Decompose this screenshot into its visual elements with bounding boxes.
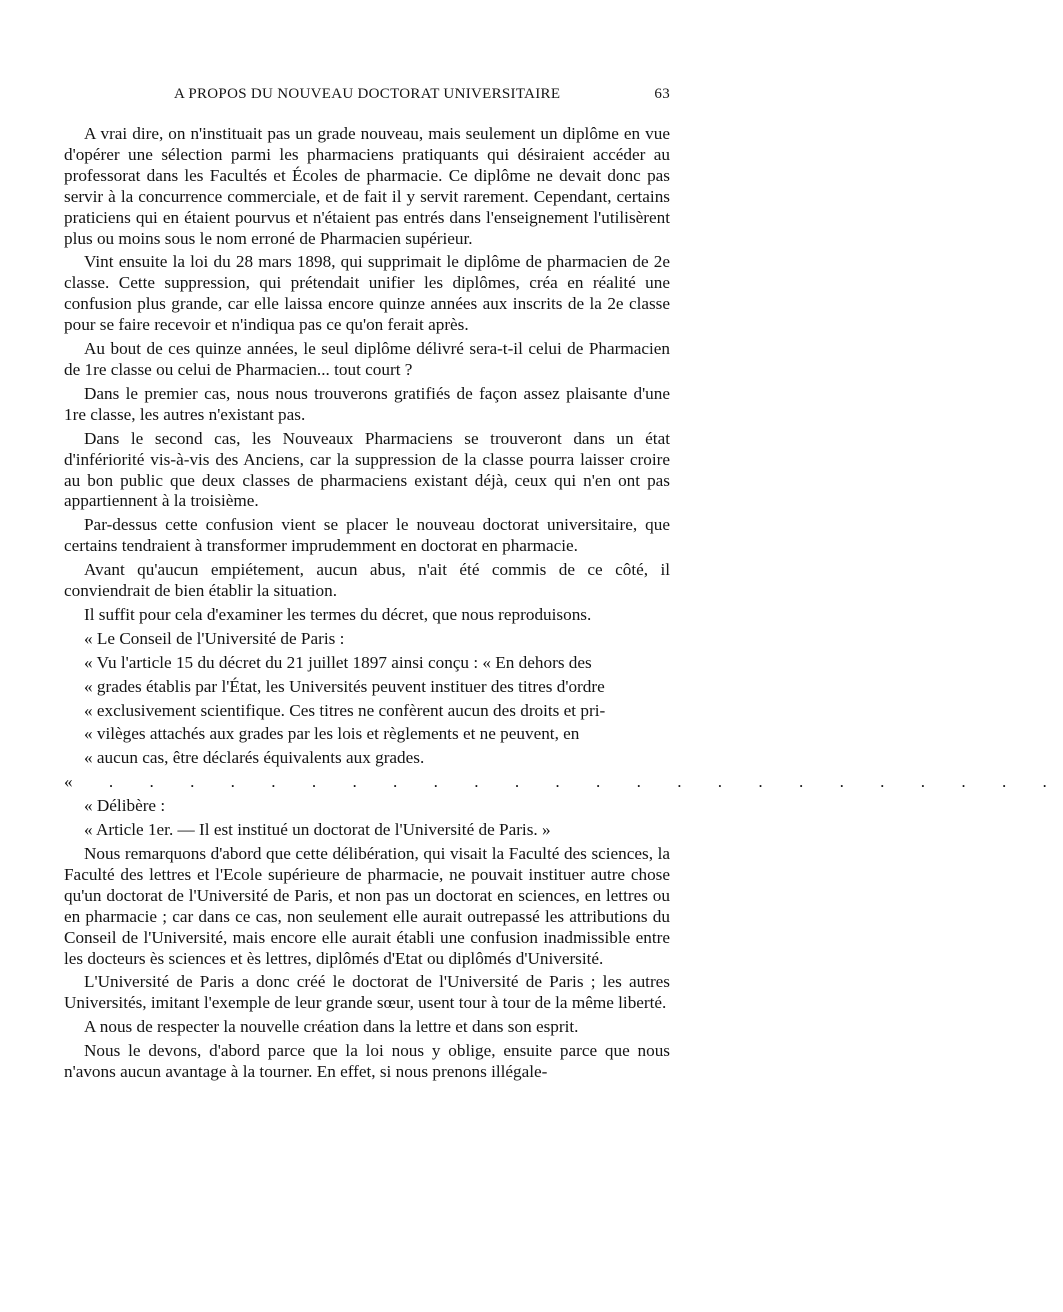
running-title: A PROPOS DU NOUVEAU DOCTORAT UNIVERSITAIRE <box>174 86 561 102</box>
paragraph: A nous de respecter la nouvelle création dans la lettre et dans son esprit. <box>84 1017 579 1037</box>
decree-quote-line: « vilèges attachés aux grades par les lois et règlements et ne peuvent, en <box>84 724 580 744</box>
paragraph: Vint ensuite la loi du 28 mars 1898, qui supprimait le diplôme de pharmacien de 2e classe. Cette suppression, qui prétendait unifier les diplômes, créa en réalité une confusion plus grande, car elle laissa encore quinze années aux inscrits de la 2e classe pour se faire recevoir et n'indiqua pas ce qu'on ferait après. <box>64 252 670 335</box>
decree-quote-line: « aucun cas, être déclarés équivalents aux grades. <box>84 748 425 768</box>
page-body <box>64 124 1063 1083</box>
paragraph: Nous remarquons d'abord que cette délibération, qui visait la Faculté des sciences, la Faculté des lettres et l'Ecole supérieure de pharmacie, ne pouvait instituer autre chose qu'un doctorat de l'Université de Paris, et non pas un doctorat en sciences, en lettres ou en pharmacie ; car dans ce cas, non seulement elle aurait outrepassé les attributions du Conseil de l'Université, mais encore elle aurait établi une confusion inadmissible entre les docteurs ès sciences et ès lettres, diplômés d'Etat ou diplômés d'Université. <box>64 844 670 968</box>
paragraph: L'Université de Paris a donc créé le doctorat de l'Université de Paris ; les autres Universités, imitant l'exemple de leur grande sœur, usent tour à tour de la même liberté. <box>64 972 670 1013</box>
decree-quote-line: « exclusivement scientifique. Ces titres ne confèrent aucun des droits et pri- <box>84 700 606 720</box>
paragraph: Dans le premier cas, nous nous trouverons gratifiés de façon assez plaisante d'une 1re classe, les autres n'existant pas. <box>64 383 670 424</box>
page-number: 63 <box>654 86 670 102</box>
paragraph: Au bout de ces quinze années, le seul diplôme délivré sera-t-il celui de Pharmacien de 1re classe ou celui de Pharmacien... tout court ? <box>64 339 670 379</box>
paragraph: A vrai dire, on n'instituait pas un grade nouveau, mais seulement un diplôme en vue d'opérer une sélection parmi les pharmaciens pratiquants qui désiraient accéder au professorat dans les Facultés et Écoles de pharmacie. Ce diplôme ne devait donc pas servir à la concurrence commerciale, et de fait il y servit rarement. Cependant, certains praticiens qui en étaient pourvus et n'étaient pas entrés dans l'enseignement l'utilisèrent plus ou moins sous le nom erroné de Pharmacien supérieur. <box>64 124 670 248</box>
paragraph: Avant qu'aucun empiétement, aucun abus, n'ait été commis de ce côté, il conviendrait de bien établir la situation. <box>64 560 670 601</box>
decree-deliberation: « Délibère : <box>84 796 166 816</box>
paragraph: Dans le second cas, les Nouveaux Pharmaciens se trouveront dans un état d'infériorité vis-à-vis des Anciens, car la suppression de la classe pourra laisser croire au bon public que deux classes de pharmaciens existant déjà, ceux qui n'en ont pas appartiennent à la troisième. <box>64 428 670 511</box>
running-header <box>64 86 670 108</box>
decree-intro: « Le Conseil de l'Université de Paris : <box>84 628 345 648</box>
decree-article: « Article 1er. — Il est institué un doctorat de l'Université de Paris. » <box>84 820 551 840</box>
paragraph: Nous le devons, d'abord parce que la loi nous y oblige, ensuite parce que nous n'avons aucun avantage à la tourner. En effet, si nous prenons illégale- <box>64 1041 670 1082</box>
decree-quote-line: « grades établis par l'État, les Universités peuvent instituer des titres d'ordre <box>84 676 605 696</box>
decree-quote-line: « Vu l'article 15 du décret du 21 juillet 1897 ainsi conçu : « En dehors des <box>84 652 592 672</box>
paragraph: Il suffit pour cela d'examiner les termes du décret, que nous reproduisons. <box>84 604 592 624</box>
ellipsis-dots: « . . . . . . . . . . . . . . . . . . . . . . . . <box>64 772 1063 792</box>
paragraph: Par-dessus cette confusion vient se placer le nouveau doctorat universitaire, que certains tendraient à transformer imprudemment en doctorat en pharmacie. <box>64 515 670 556</box>
